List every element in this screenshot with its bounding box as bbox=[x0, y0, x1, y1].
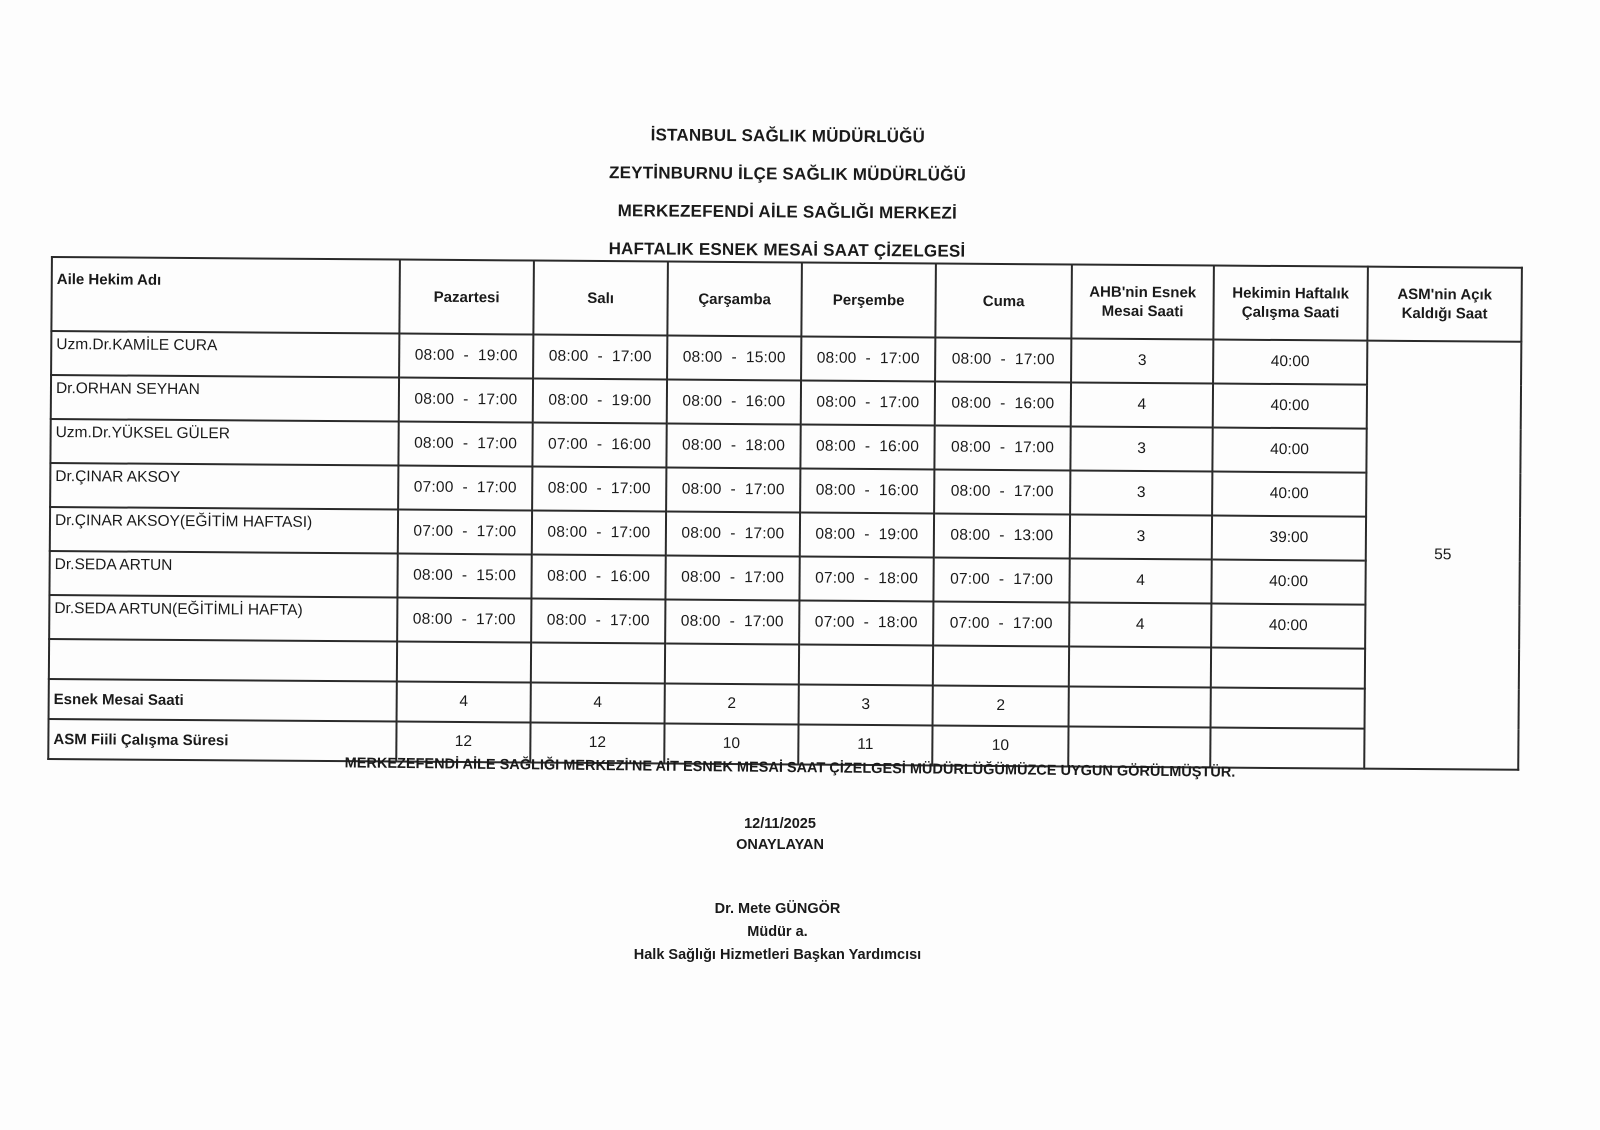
wednesday-hours: 08:00 - 16:00 bbox=[667, 380, 801, 425]
schedule-table bbox=[47, 256, 1523, 771]
monday-hours: 08:00 - 17:00 bbox=[399, 378, 533, 423]
doctor-name: Uzm.Dr.KAMİLE CURA bbox=[51, 331, 399, 378]
monday-hours: 08:00 - 19:00 bbox=[399, 334, 533, 379]
column-header-weekly-hours: Hekimin Haftalık Çalışma Saati bbox=[1213, 266, 1368, 341]
friday-hours: 07:00 - 17:00 bbox=[933, 557, 1069, 602]
empty-cell bbox=[799, 644, 933, 685]
column-header-name: Aile Hekim Adı bbox=[51, 257, 400, 334]
signer-title: Halk Sağlığı Hizmetleri Başkan Yardımcısı bbox=[633, 947, 922, 963]
weekly-hours: 39:00 bbox=[1212, 516, 1366, 561]
monday-flex-hours: 4 bbox=[397, 682, 531, 723]
wednesday-hours: 08:00 - 15:00 bbox=[667, 336, 801, 381]
approver-label: ONAYLAYAN bbox=[736, 837, 824, 853]
weekly-hours: 40:00 bbox=[1211, 604, 1365, 649]
tuesday-hours: 08:00 - 17:00 bbox=[532, 467, 666, 512]
flex-hours-label: Esnek Mesai Saati bbox=[49, 679, 397, 722]
actual-work-label: ASM Fiili Çalışma Süresi bbox=[48, 719, 396, 762]
weekly-hours: 40:00 bbox=[1213, 384, 1367, 429]
friday-hours: 08:00 - 13:00 bbox=[934, 513, 1070, 558]
thursday-hours: 08:00 - 17:00 bbox=[801, 380, 935, 425]
tuesday-hours: 08:00 - 16:00 bbox=[531, 555, 665, 600]
signature-block bbox=[0, 898, 1555, 967]
monday-hours: 08:00 - 17:00 bbox=[397, 598, 531, 643]
doctor-name: Dr.SEDA ARTUN bbox=[49, 551, 397, 598]
column-header-ahb-flex-hours: AHB'nin Esnek Mesai Saati bbox=[1071, 264, 1214, 339]
approval-statement: MERKEZEFENDİ AİLE SAĞLIĞI MERKEZİ'NE AİT ESNEK MESAİ SAAT ÇİZELGESİ MÜDÜRLÜĞÜMÜZCE UYGUN GÖRÜLMÜŞTÜR. bbox=[344, 755, 1236, 781]
empty-cell bbox=[49, 639, 397, 682]
wednesday-hours: 08:00 - 18:00 bbox=[666, 424, 800, 469]
friday-hours: 08:00 - 16:00 bbox=[935, 381, 1071, 426]
ahb-flex-hours: 3 bbox=[1070, 470, 1212, 515]
wednesday-hours: 08:00 - 17:00 bbox=[666, 512, 800, 557]
friday-actual-work: 10 bbox=[932, 725, 1068, 766]
friday-hours: 07:00 - 17:00 bbox=[933, 601, 1069, 646]
monday-hours: 08:00 - 17:00 bbox=[398, 422, 532, 467]
wednesday-hours: 08:00 - 17:00 bbox=[665, 556, 799, 601]
heading-health-center: MERKEZEFENDİ AİLE SAĞLIĞI MERKEZİ bbox=[617, 201, 958, 223]
monday-hours: 07:00 - 17:00 bbox=[398, 466, 532, 511]
ahb-flex-hours: 4 bbox=[1071, 382, 1213, 427]
empty-cell bbox=[1069, 646, 1211, 687]
empty-cell bbox=[1211, 648, 1365, 689]
tuesday-flex-hours: 4 bbox=[531, 683, 665, 724]
column-header-friday: Cuma bbox=[935, 263, 1072, 338]
friday-hours: 08:00 - 17:00 bbox=[934, 425, 1070, 470]
tuesday-actual-work: 12 bbox=[530, 723, 664, 764]
tuesday-hours: 08:00 - 19:00 bbox=[533, 379, 667, 424]
monday-actual-work: 12 bbox=[396, 722, 530, 763]
doctor-name: Dr.ORHAN SEYHAN bbox=[51, 375, 399, 422]
schedule-document bbox=[47, 112, 1522, 771]
empty-cell bbox=[933, 645, 1069, 686]
wednesday-flex-hours: 2 bbox=[665, 684, 799, 725]
column-header-thursday: Perşembe bbox=[801, 263, 936, 338]
signer-name: Dr. Mete GÜNGÖR bbox=[714, 901, 841, 917]
tuesday-hours: 07:00 - 16:00 bbox=[532, 423, 666, 468]
empty-cell bbox=[397, 642, 531, 683]
friday-hours: 08:00 - 17:00 bbox=[935, 337, 1071, 382]
doctor-name: Dr.ÇINAR AKSOY(EĞİTİM HAFTASI) bbox=[50, 507, 398, 554]
column-header-wednesday: Çarşamba bbox=[667, 262, 802, 337]
ahb-flex-hours: 4 bbox=[1069, 602, 1211, 647]
thursday-hours: 08:00 - 16:00 bbox=[800, 424, 934, 469]
friday-hours: 08:00 - 17:00 bbox=[934, 469, 1070, 514]
doctor-name: Uzm.Dr.YÜKSEL GÜLER bbox=[50, 419, 398, 466]
approval-date-block bbox=[0, 814, 1560, 856]
weekly-hours: 40:00 bbox=[1212, 428, 1366, 473]
thursday-hours: 08:00 - 19:00 bbox=[800, 512, 934, 557]
wednesday-hours: 08:00 - 17:00 bbox=[665, 600, 799, 645]
weekly-hours: 40:00 bbox=[1213, 340, 1367, 385]
ahb-flex-hours: 3 bbox=[1071, 338, 1213, 383]
thursday-hours: 08:00 - 17:00 bbox=[801, 336, 935, 381]
open-hours-value: 55 bbox=[1364, 341, 1521, 770]
empty-cell bbox=[665, 644, 799, 685]
wednesday-hours: 08:00 - 17:00 bbox=[666, 468, 800, 513]
thursday-actual-work: 11 bbox=[798, 724, 932, 765]
table-header-row bbox=[51, 257, 1522, 342]
heading-schedule-title: HAFTALIK ESNEK MESAİ SAAT ÇİZELGESİ bbox=[608, 239, 966, 261]
empty-cell bbox=[1069, 686, 1211, 727]
empty-cell bbox=[531, 643, 665, 684]
monday-hours: 08:00 - 15:00 bbox=[397, 554, 531, 599]
ahb-flex-hours: 4 bbox=[1069, 558, 1211, 603]
column-header-open-hours: ASM'nin Açık Kaldığı Saat bbox=[1367, 267, 1522, 342]
thursday-hours: 07:00 - 18:00 bbox=[799, 556, 933, 601]
tuesday-hours: 08:00 - 17:00 bbox=[532, 511, 666, 556]
tuesday-hours: 08:00 - 17:00 bbox=[531, 599, 665, 644]
weekly-hours: 40:00 bbox=[1211, 560, 1365, 605]
column-header-monday: Pazartesi bbox=[399, 260, 534, 335]
tuesday-hours: 08:00 - 17:00 bbox=[533, 335, 667, 380]
wednesday-actual-work: 10 bbox=[664, 724, 798, 765]
thursday-hours: 07:00 - 18:00 bbox=[799, 600, 933, 645]
heading-directorate: İSTANBUL SAĞLIK MÜDÜRLÜĞÜ bbox=[650, 125, 926, 147]
signer-role: Müdür a. bbox=[747, 924, 808, 940]
approval-date: 12/11/2025 bbox=[744, 816, 816, 832]
doctor-name: Dr.ÇINAR AKSOY bbox=[50, 463, 398, 510]
ahb-flex-hours: 3 bbox=[1070, 514, 1212, 559]
ahb-flex-hours: 3 bbox=[1070, 426, 1212, 471]
column-header-tuesday: Salı bbox=[533, 261, 668, 336]
monday-hours: 07:00 - 17:00 bbox=[398, 510, 532, 555]
doctor-name: Dr.SEDA ARTUN(EĞİTİMLİ HAFTA) bbox=[49, 595, 397, 642]
weekly-hours: 40:00 bbox=[1212, 472, 1366, 517]
thursday-flex-hours: 3 bbox=[799, 684, 933, 725]
heading-district: ZEYTİNBURNU İLÇE SAĞLIK MÜDÜRLÜĞÜ bbox=[609, 163, 967, 185]
thursday-hours: 08:00 - 16:00 bbox=[800, 468, 934, 513]
empty-cell bbox=[1211, 688, 1365, 729]
friday-flex-hours: 2 bbox=[933, 685, 1069, 726]
